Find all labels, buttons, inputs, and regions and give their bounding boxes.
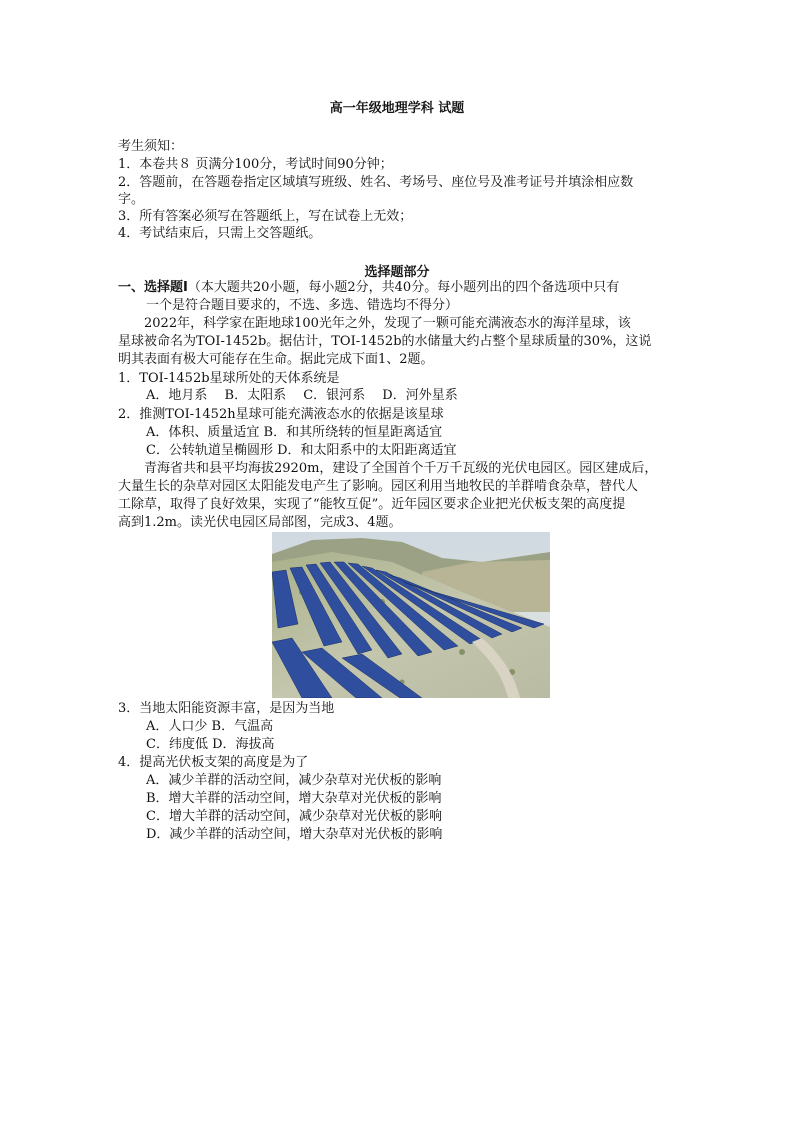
question-4-option: C．增大羊群的活动空间，减少杂草对光伏板的影响 <box>146 809 442 824</box>
question-3-options: C．纬度低 D．海拔高 <box>146 737 275 752</box>
question-2-options: A．体积、质量适宜 B．和其所绕转的恒星距离适宜 <box>146 425 443 440</box>
notice-heading: 考生须知： <box>118 139 184 154</box>
question-1-stem: 1．TOI-1452b星球所处的天体系统是 <box>118 371 340 386</box>
passage-line: 明其表面有极大可能存在生命。据此完成下面1、2题。 <box>118 352 434 367</box>
part-description: 一个是符合题目要求的，不选、多选、错选均不得分） <box>146 298 459 313</box>
question-1-options: A．地月系 B．太阳系 C．银河系 D．河外星系 <box>146 388 458 403</box>
passage-line: 青海省共和县平均海拔2920m，建设了全国首个千万千瓦级的光伏电园区。园区建成后， <box>144 461 658 476</box>
part-heading-line <box>118 279 678 297</box>
passage-line: 2022年，科学家在距地球100光年之外，发现了一颗可能充满液态水的海洋星球，该 <box>144 316 631 331</box>
solar-park-photo <box>272 532 550 698</box>
question-4-option: B．增大羊群的活动空间，增大杂草对光伏板的影响 <box>146 791 442 806</box>
question-3-stem: 3．当地太阳能资源丰富，是因为当地 <box>118 701 335 716</box>
passage-line: 大量生长的杂草对园区太阳能发电产生了影响。园区利用当地牧民的羊群啃食杂草，替代人 <box>118 479 639 494</box>
question-4-option: D．减少羊群的活动空间，增大杂草对光伏板的影响 <box>146 827 443 842</box>
notice-item: 4．考试结束后，只需上交答题纸。 <box>118 226 322 241</box>
notice-item: 字。 <box>118 192 145 207</box>
passage-line: 星球被命名为TOI-1452b。据估计，TOI-1452b的水储量大约占整个星球质量的30%，这说 <box>118 334 652 349</box>
notice-item: 1．本卷共８ 页满分100分，考试时间90分钟； <box>118 157 393 172</box>
part-description: （本大题共20小题，每小题2分，共40分。每小题列出的四个备选项中只有 <box>187 280 620 295</box>
notice-item: 3．所有答案必须写在答题纸上，写在试卷上无效； <box>118 209 413 224</box>
question-4-stem: 4．提高光伏板支架的高度是为了 <box>118 755 309 770</box>
page-title: 高一年级地理学科 试题 <box>329 101 465 116</box>
question-2-options: C．公转轨道呈椭圆形 D．和太阳系中的太阳距离适宜 <box>146 443 457 458</box>
passage-line: 高到1.2m。读光伏电园区局部图，完成3、4题。 <box>118 515 402 530</box>
question-3-options: A．人口少 B．气温高 <box>146 719 274 734</box>
section-title: 选择题部分 <box>364 265 430 280</box>
passage-line: 工除草，取得了良好效果，实现了“能牧互促”。近年园区要求企业把光伏板支架的高度提 <box>118 497 626 512</box>
question-4-option: A．减少羊群的活动空间，减少杂草对光伏板的影响 <box>146 773 442 788</box>
notice-item: 2．答题前，在答题卷指定区域填写班级、姓名、考场号、座位号及准考证号并填涂相应数 <box>118 175 634 190</box>
part-heading: 一、选择题Ⅰ <box>118 280 188 295</box>
question-2-stem: 2．推测TOI-1452h星球可能充满液态水的依据是该星球 <box>118 407 444 422</box>
